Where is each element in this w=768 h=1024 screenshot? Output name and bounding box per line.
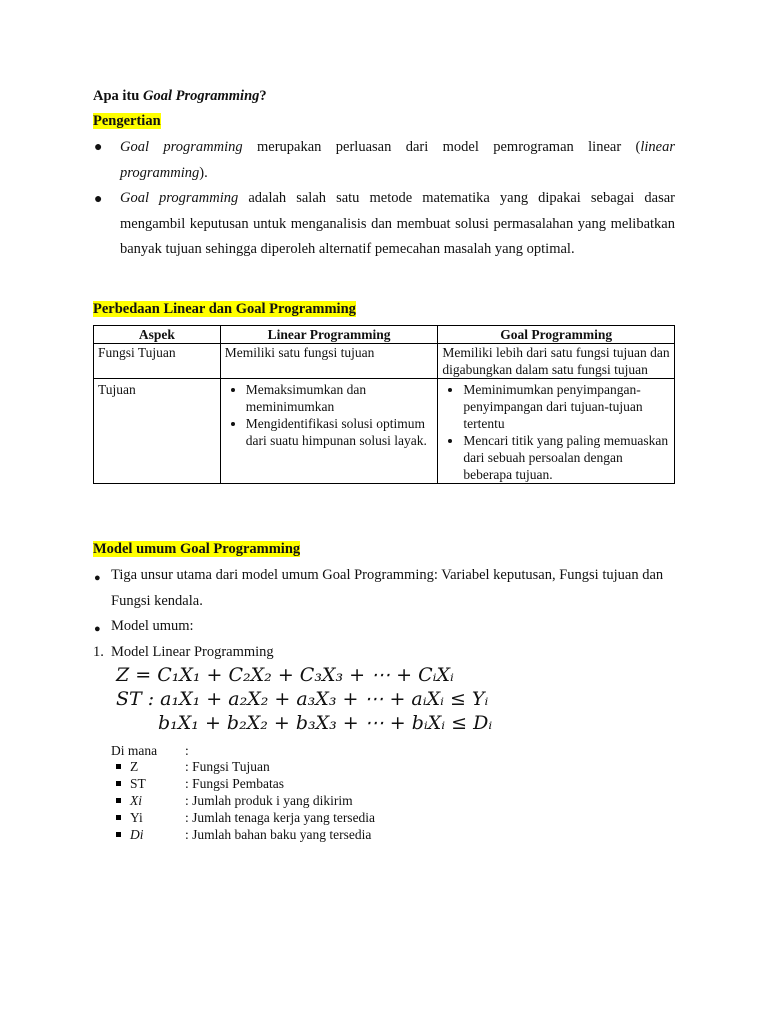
bullet-icon: ● [94, 572, 101, 584]
equation-objective: Z = C₁X₁ + C₂X₂ + C₃X₃ + ⋯ + CᵢXᵢ [116, 664, 454, 686]
list-item: • Memaksimumkan dan meminimumkan [246, 381, 434, 415]
definition-symbol: Yi [130, 810, 143, 825]
table-header: Aspek [94, 326, 221, 344]
pengertian-heading: Pengertian [93, 113, 161, 129]
bullet-icon: ● [94, 623, 101, 635]
equation-constraint-2: b₁X₁ + b₂X₂ + b₃X₃ + ⋯ + bᵢXᵢ ≤ Dᵢ [158, 712, 493, 734]
definition-desc: : Fungsi Pembatas [185, 776, 285, 791]
comparison-table [93, 325, 675, 484]
definition-desc: : Fungsi Tujuan [185, 759, 270, 774]
table-row [94, 379, 675, 484]
bullet-icon: ● [94, 140, 103, 155]
pengertian-bullet-1: Goal programming merupakan perluasan dari model pemrograman linear (linear programming). [120, 139, 675, 181]
dimana-label: Di mana [111, 743, 158, 758]
table-header: Linear Programming [220, 326, 438, 344]
list-item: • Meminimumkan penyimpangan-penyimpangan dari tujuan-tujuan tertentu [463, 381, 670, 432]
model-item-1: Model Linear Programming [111, 644, 274, 660]
list-number: 1. [93, 644, 104, 660]
dimana-colon: : [185, 743, 189, 758]
definition-symbol: Z [130, 759, 139, 774]
definition-symbol: ST [130, 776, 146, 791]
table-cell-aspek: Fungsi Tujuan [94, 344, 221, 379]
table-header-row [94, 326, 675, 344]
table-header: Goal Programming [438, 326, 675, 344]
definition-symbol: Xi [130, 793, 142, 808]
table-cell-aspek: Tujuan [94, 379, 221, 484]
square-bullet-icon [116, 781, 121, 786]
definition-desc: : Jumlah produk i yang dikirim [185, 793, 353, 808]
table-cell-gp [438, 379, 675, 484]
definition-desc: : Jumlah bahan baku yang tersedia [185, 827, 372, 842]
page-title: Apa itu Goal Programming? [93, 88, 267, 104]
list-item: • Mengidentifikasi solusi optimum dari suatu himpunan solusi layak. [246, 415, 434, 449]
table-cell-lp: Memiliki satu fungsi tujuan [220, 344, 438, 379]
square-bullet-icon [116, 764, 121, 769]
perbedaan-heading: Perbedaan Linear dan Goal Programming [93, 301, 356, 317]
pengertian-bullet-2: Goal programming adalah salah satu metode matematika yang dipakai sebagai dasar mengambil keputusan untuk menganalisis dan membuat solusi permasalahan yang melibatkan banyak tujuan sehingga diperoleh alternatif pemecahan masalah yang optimal. [120, 190, 675, 257]
list-item: • Mencari titik yang paling memuaskan dari sebuah persoalan dengan beberapa tujuan. [463, 432, 670, 483]
definition-desc: : Jumlah tenaga kerja yang tersedia [185, 810, 376, 825]
table-cell-gp: Memiliki lebih dari satu fungsi tujuan dan digabungkan dalam satu fungsi tujuan [438, 344, 675, 379]
model-bullet-1: Tiga unsur utama dari model umum Goal Programming: Variabel keputusan, Fungsi tujuan dan Fungsi kendala. [111, 567, 664, 609]
model-bullet-2: Model umum: [111, 618, 194, 634]
table-row [94, 344, 675, 379]
square-bullet-icon [116, 832, 121, 837]
square-bullet-icon [116, 798, 121, 803]
model-heading: Model umum Goal Programming [93, 541, 301, 557]
table-cell-lp [220, 379, 438, 484]
bullet-icon: ● [94, 192, 103, 207]
equation-constraint-1: ST : a₁X₁ + a₂X₂ + a₃X₃ + ⋯ + aᵢXᵢ ≤ Yᵢ [116, 688, 489, 710]
definition-symbol: Di [130, 827, 144, 842]
square-bullet-icon [116, 815, 121, 820]
